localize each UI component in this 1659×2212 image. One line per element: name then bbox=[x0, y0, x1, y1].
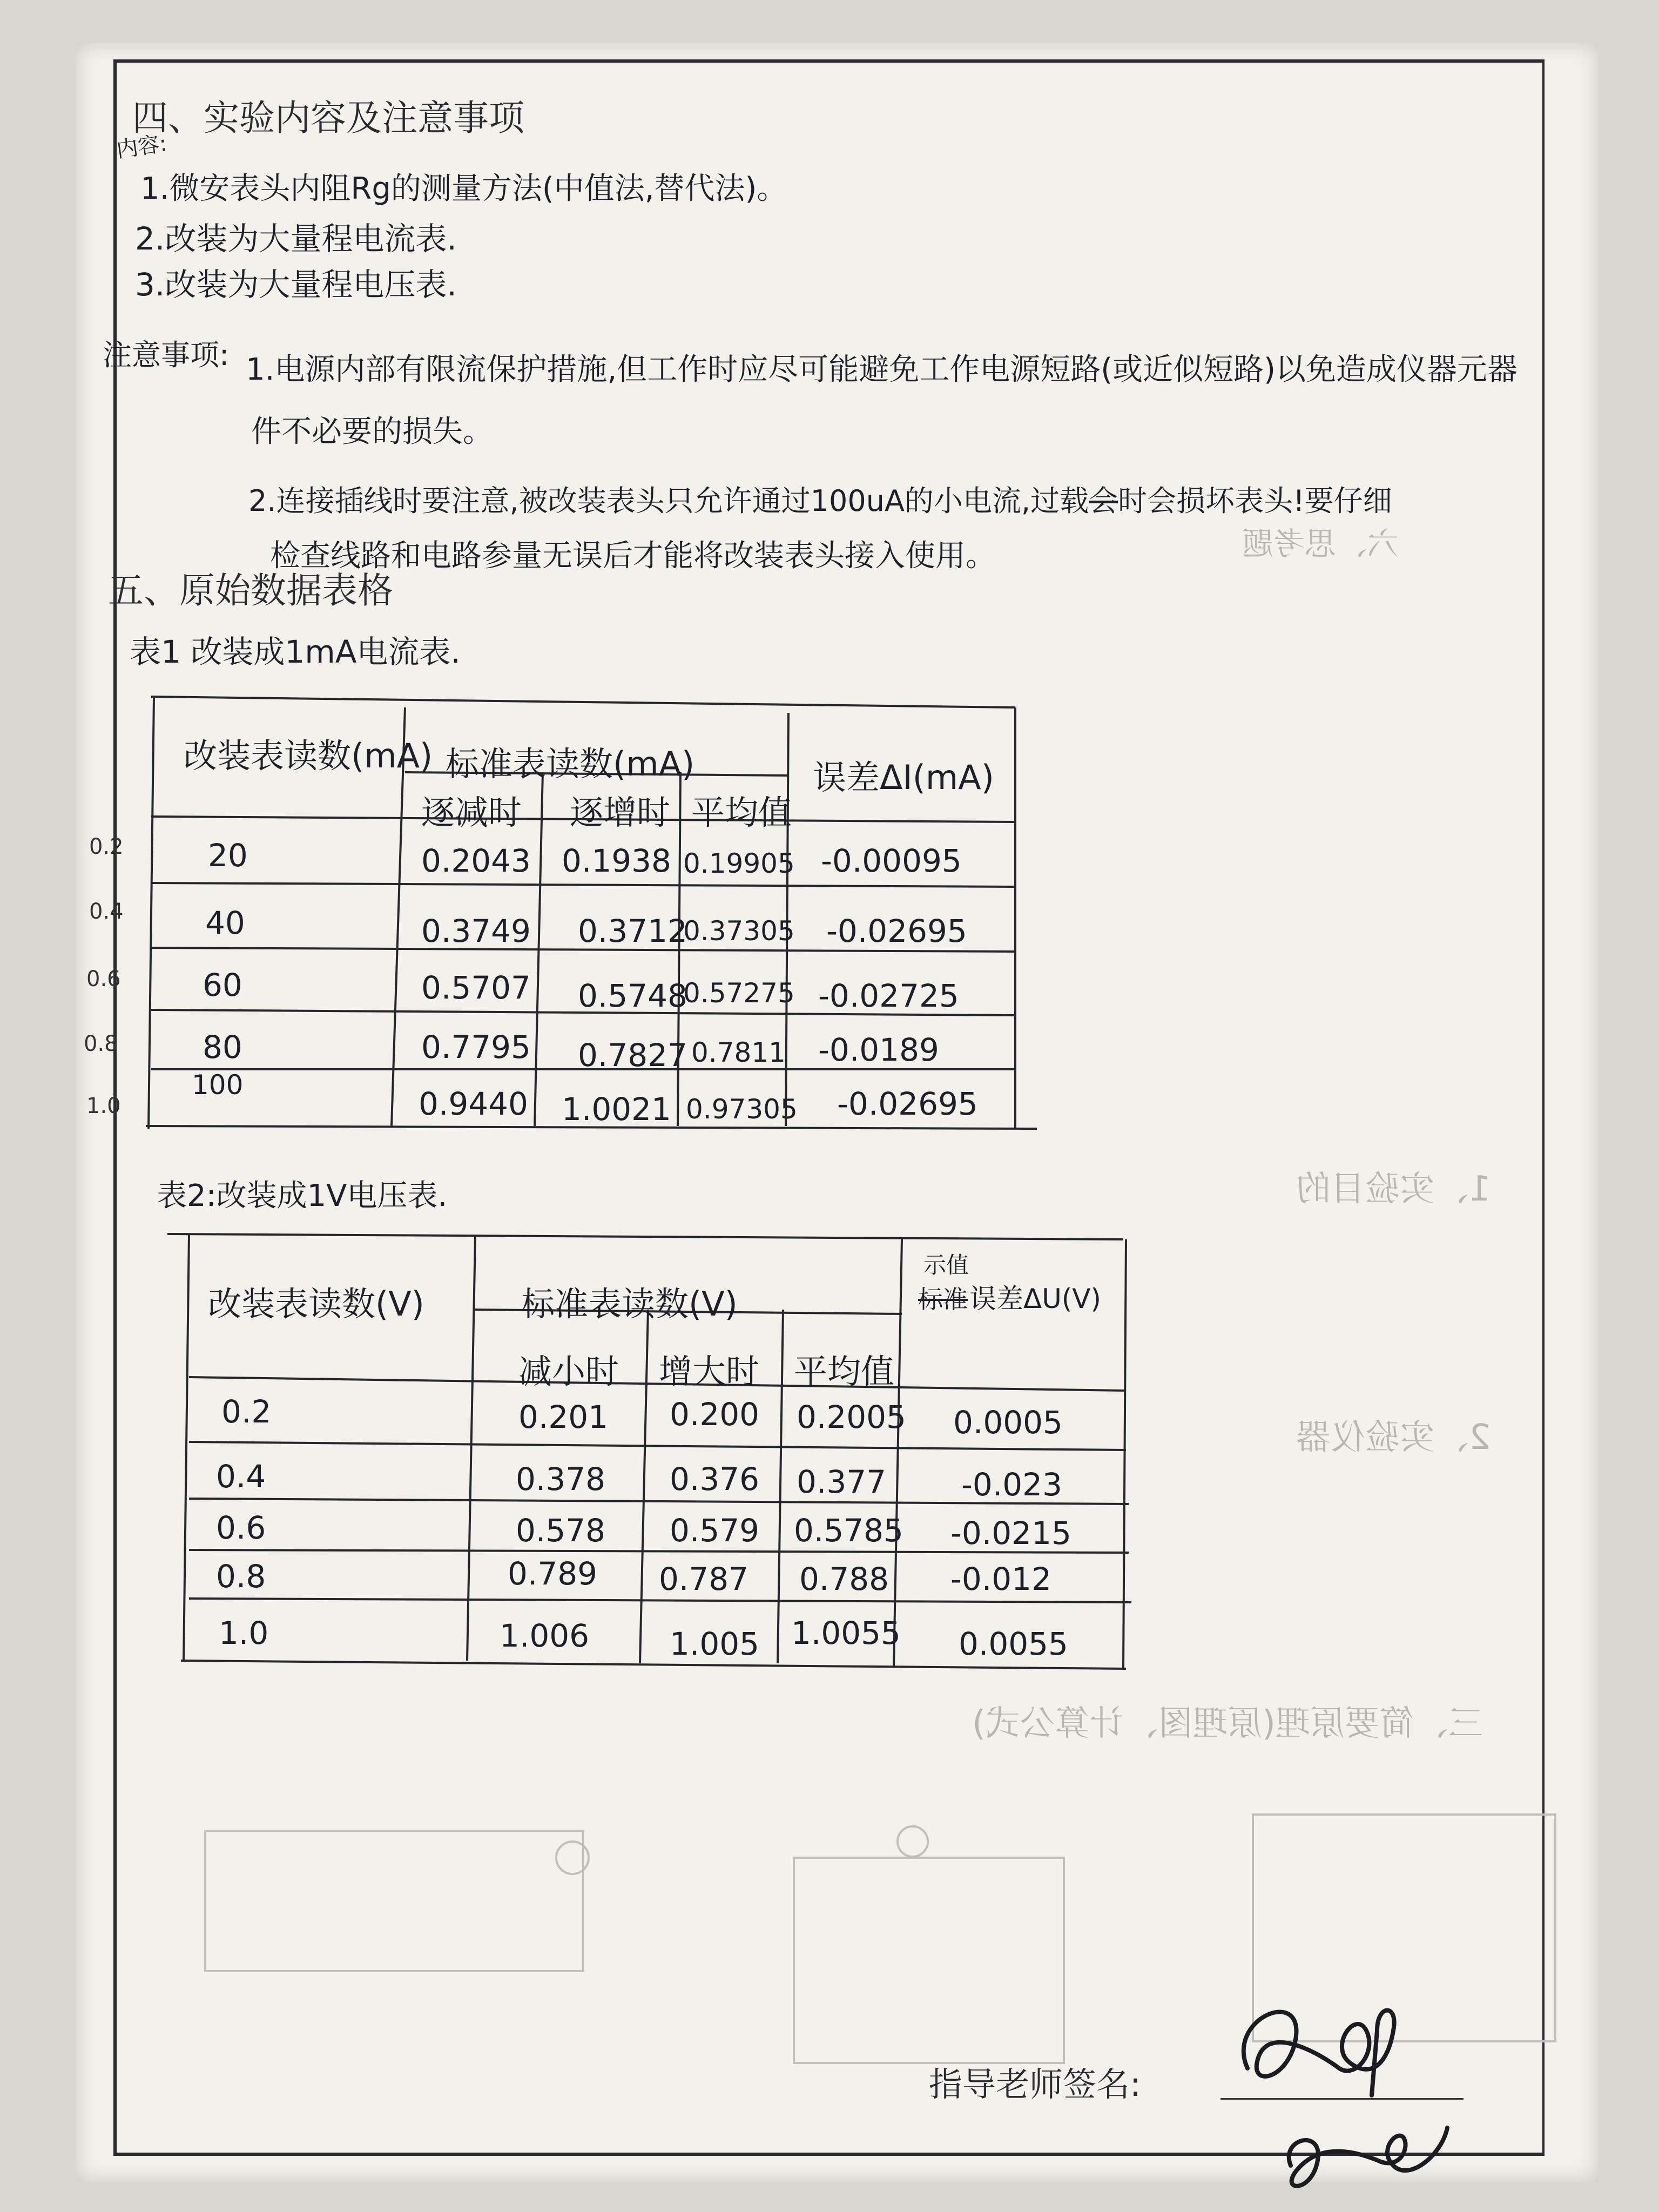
signature-mark bbox=[1215, 1966, 1496, 2203]
table-1 bbox=[151, 697, 1037, 1129]
t2-r4-gauge: 0.8 bbox=[216, 1558, 266, 1595]
t2-r4-dec: 0.789 bbox=[508, 1555, 598, 1592]
header-increasing: 增大时 bbox=[659, 1352, 760, 1391]
t1-r2-inc: 0.3712 bbox=[578, 913, 687, 949]
table-2-caption: 表2:改装成1V电压表. bbox=[157, 1178, 448, 1213]
t2-r4-err: -0.012 bbox=[950, 1561, 1051, 1597]
header-gauge-reading: 改装表读数(V) bbox=[208, 1284, 424, 1324]
t2-r3-gauge: 0.6 bbox=[216, 1509, 266, 1546]
t1-r5-gauge: 100 bbox=[192, 1069, 244, 1101]
ghost-text: 三、简要原理(原理图、计算公式) bbox=[972, 1704, 1483, 1744]
t2-r1-dec: 0.201 bbox=[518, 1399, 609, 1435]
t1-r5-err: -0.02695 bbox=[837, 1085, 978, 1122]
struck-word: 会 bbox=[1089, 484, 1118, 518]
header-error: 误差ΔU(V) bbox=[969, 1283, 1102, 1314]
note-2-text: 2.连接插线时要注意,被改装表头只允许通过100uA的小电流,过载 bbox=[248, 484, 1089, 518]
t1-r1-avg: 0.19905 bbox=[683, 848, 795, 879]
margin-mark: 0.2 bbox=[89, 834, 124, 859]
t1-r2-dec: 0.3749 bbox=[421, 913, 531, 949]
section-4-title: 四、实验内容及注意事项 bbox=[132, 97, 524, 139]
t1-r2-gauge: 40 bbox=[205, 905, 245, 941]
t1-r5-dec: 0.9440 bbox=[419, 1085, 528, 1122]
t1-r1-gauge: 20 bbox=[208, 837, 248, 874]
t1-r4-err: -0.0189 bbox=[818, 1031, 939, 1068]
header-standard-reading: 标准表读数(V) bbox=[521, 1284, 738, 1324]
t2-r2-avg: 0.377 bbox=[797, 1464, 887, 1500]
t2-r2-inc: 0.376 bbox=[670, 1461, 760, 1498]
t1-r3-avg: 0.57275 bbox=[683, 977, 795, 1009]
t2-r5-avg: 1.0055 bbox=[791, 1615, 901, 1651]
ghost-text: 六、思考题 bbox=[1242, 525, 1399, 562]
t2-r3-inc: 0.579 bbox=[670, 1512, 760, 1549]
ghost-text: 2、实验仪器 bbox=[1296, 1418, 1491, 1458]
t2-r1-avg: 0.2005 bbox=[797, 1399, 906, 1435]
margin-mark: 0.6 bbox=[86, 967, 121, 992]
header-decreasing: 逐减时 bbox=[421, 793, 522, 832]
t1-r1-inc: 0.1938 bbox=[562, 842, 671, 879]
t1-r4-avg: 0.7811 bbox=[691, 1037, 786, 1068]
header-decreasing: 减小时 bbox=[518, 1352, 619, 1391]
t2-r3-avg: 0.5785 bbox=[794, 1512, 903, 1549]
t1-r5-inc: 1.0021 bbox=[562, 1091, 671, 1128]
t1-r3-inc: 0.5748 bbox=[578, 977, 687, 1014]
margin-mark: 1.0 bbox=[86, 1094, 121, 1118]
section-5-title: 五、原始数据表格 bbox=[108, 570, 393, 611]
t1-r4-inc: 0.7827 bbox=[578, 1037, 687, 1074]
note-2-line-2: 检查线路和电路参量无误后才能将改装表头接入使用。 bbox=[270, 538, 996, 574]
header-average: 平均值 bbox=[794, 1352, 895, 1391]
header-average: 平均值 bbox=[691, 793, 792, 832]
t2-r1-gauge: 0.2 bbox=[221, 1393, 272, 1430]
t1-r3-err: -0.02725 bbox=[818, 977, 959, 1014]
t2-r5-dec: 1.006 bbox=[500, 1617, 590, 1654]
t2-r2-dec: 0.378 bbox=[516, 1461, 606, 1498]
table-1-caption: 表1 改装成1mA电流表. bbox=[130, 633, 461, 670]
header-gauge-reading: 改装表读数(mA) bbox=[184, 736, 433, 775]
notes-label: 注意事项: bbox=[103, 338, 230, 372]
t2-r5-gauge: 1.0 bbox=[219, 1615, 269, 1651]
note-1-line-2: 件不必要的损失。 bbox=[251, 414, 493, 449]
t2-r4-avg: 0.788 bbox=[799, 1561, 889, 1597]
t2-r2-err: -0.023 bbox=[961, 1466, 1062, 1503]
t2-r5-err: 0.0055 bbox=[959, 1626, 1068, 1662]
header-standard-reading: 标准表读数(mA) bbox=[446, 744, 695, 784]
t1-r1-err: -0.00095 bbox=[821, 842, 962, 879]
header-error-struck: 标准 bbox=[918, 1285, 968, 1314]
t2-r4-inc: 0.787 bbox=[659, 1561, 749, 1597]
t2-r5-inc: 1.005 bbox=[670, 1626, 760, 1662]
t1-r3-gauge: 60 bbox=[203, 967, 242, 1003]
header-increasing: 逐增时 bbox=[570, 793, 671, 832]
table-2 bbox=[184, 1234, 1134, 1666]
t1-r4-gauge: 80 bbox=[203, 1029, 242, 1065]
t1-r1-dec: 0.2043 bbox=[421, 842, 531, 879]
note-2-text-end: 时会损坏表头!要仔细 bbox=[1118, 484, 1392, 518]
note-2-line-1 bbox=[248, 478, 1392, 520]
content-item-1: 1.微安表头内阻Rg的测量方法(中值法,替代法)。 bbox=[140, 171, 787, 206]
t2-r3-dec: 0.578 bbox=[516, 1512, 606, 1549]
t2-r2-gauge: 0.4 bbox=[216, 1458, 266, 1495]
instructor-signature-label: 指导老师签名: bbox=[929, 2065, 1141, 2104]
header-error: 误差ΔI(mA) bbox=[813, 758, 994, 797]
t2-r3-err: -0.0215 bbox=[950, 1515, 1071, 1552]
content-label: 内容: bbox=[114, 131, 168, 163]
header-error-note: 示值 bbox=[923, 1252, 969, 1278]
t2-r1-err: 0.0005 bbox=[953, 1404, 1063, 1441]
margin-mark: 0.4 bbox=[89, 899, 124, 924]
t1-r2-err: -0.02695 bbox=[826, 913, 967, 949]
t2-r1-inc: 0.200 bbox=[670, 1396, 760, 1433]
t1-r2-avg: 0.37305 bbox=[683, 915, 795, 947]
t1-r3-dec: 0.5707 bbox=[421, 969, 531, 1006]
content-item-2: 2.改装为大量程电流表. bbox=[135, 220, 457, 257]
margin-mark: 0.8 bbox=[84, 1031, 118, 1056]
t1-r4-dec: 0.7795 bbox=[421, 1029, 531, 1065]
content-item-3: 3.改装为大量程电压表. bbox=[135, 266, 457, 303]
ghost-text: 1、实验目的 bbox=[1296, 1169, 1491, 1209]
note-1-line-1: 1.电源内部有限流保护措施,但工作时应尽可能避免工作电源短路(或近似短路)以免造成仪器元器 bbox=[246, 352, 1518, 387]
t1-r5-avg: 0.97305 bbox=[686, 1094, 798, 1125]
